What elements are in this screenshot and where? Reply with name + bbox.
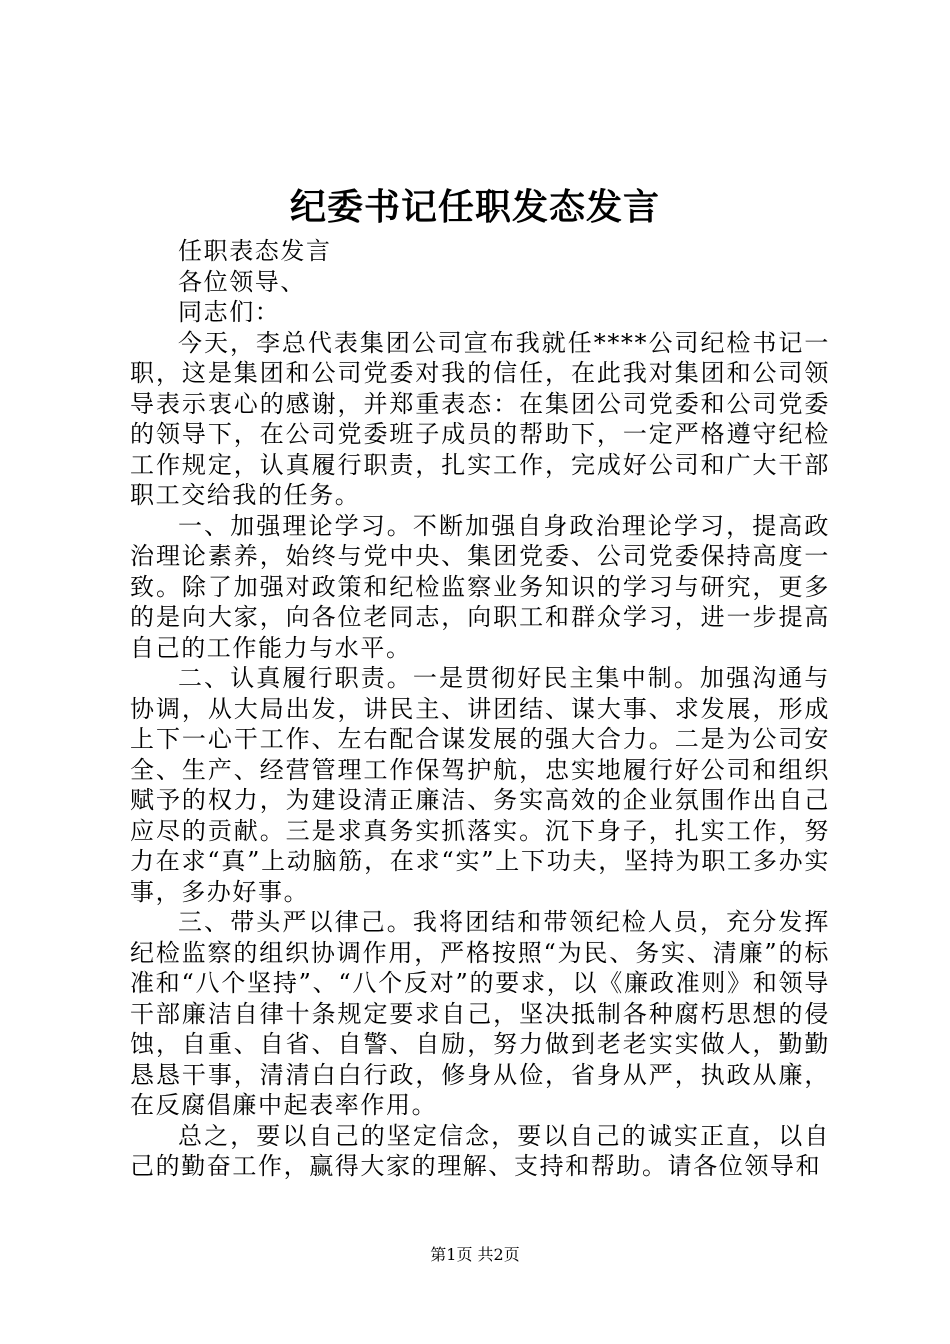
paragraph-point-two: 二、认真履行职责。一是贯彻好民主集中制。加强沟通与协调，从大局出发，讲民主、讲团结、谋大事、求发展，形成上下一心干工作、左右配合谋发展的强大合力。二是为公司安全、生产、经营管理工作保驾护航，忠实地履行好公司和组织赋予的权力，为建设清正廉洁、务实高效的企业氛围作出自己应尽的贡献。三是求真务实抓落实。沉下身子，扎实工作，努力在求“真”上动脑筋，在求“实”上下功夫，坚持为职工多办实事，多办好事。 <box>130 664 830 906</box>
paragraph-summary: 总之，要以自己的坚定信念，要以自己的诚实正直，以自己的勤奋工作，赢得大家的理解、支持和帮助。请各位领导和 <box>130 1121 830 1180</box>
paragraph-heading: 任职表态发言 <box>178 237 332 265</box>
paragraph-point-one: 一、加强理论学习。不断加强自身政治理论学习，提高政治理论素养，始终与党中央、集团党委、公司党委保持高度一致。除了加强对政策和纪检监察业务知识的学习与研究，更多的是向大家，向各位老同志，向职工和群众学习，进一步提高自己的工作能力与水平。 <box>130 511 830 662</box>
paragraph-intro: 今天，李总代表集团公司宣布我就任****公司纪检书记一职，这是集团和公司党委对我的信任，在此我对集团和公司领导表示衷心的感谢，并郑重表态：在集团公司党委和公司党委的领导下，在公司党委班子成员的帮助下，一定严格遵守纪检工作规定，认真履行职责，扎实工作，完成好公司和广大干部职工交给我的任务。 <box>130 328 830 509</box>
paragraph-salutation-comrades: 同志们： <box>178 298 281 326</box>
document-body <box>130 236 830 1182</box>
page-number-footer: 第1页 共2页 <box>430 1245 520 1264</box>
paragraph-point-three: 三、带头严以律己。我将团结和带领纪检人员，充分发挥纪检监察的组织协调作用，严格按照“为民、务实、清廉”的标准和“八个坚持”、“八个反对”的要求，以《廉政准则》和领导干部廉洁自律十条规定要求自己，坚决抵制各种腐朽思想的侵蚀，自重、自省、自警、自励，努力做到老老实实做人，勤勤恳恳干事，清清白白行政，修身从俭，省身从严，执政从廉，在反腐倡廉中起表率作用。 <box>130 908 830 1119</box>
paragraph-salutation-leaders: 各位领导、 <box>178 267 306 296</box>
page-title: 纪委书记任职发态发言 <box>289 187 660 228</box>
